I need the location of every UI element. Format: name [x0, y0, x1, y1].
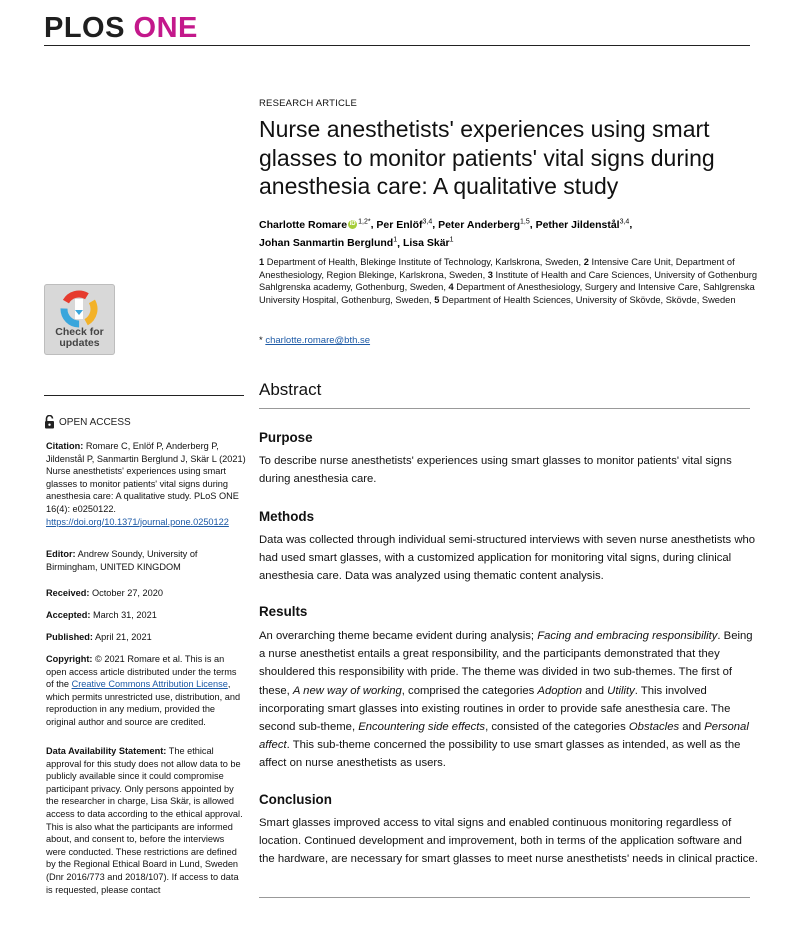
received-date: October 27, 2020: [91, 588, 163, 598]
journal-name-plos: PLOS: [44, 12, 125, 44]
crossmark-icon: [60, 290, 98, 328]
author[interactable]: Pether Jildenstål$^{3,4}$: [535, 218, 630, 231]
copyright-text-end: , which permits unrestricted use, distribution, and reproduction in any medium, provided the original author and source are credited.: [46, 679, 241, 727]
published-date: April 21, 2021: [95, 632, 152, 642]
orcid-icon[interactable]: iD: [349, 221, 356, 228]
check-updates-line1: Check for: [55, 326, 104, 338]
journal-logo[interactable]: [44, 12, 198, 45]
citation-label: Citation:: [46, 441, 84, 451]
open-access-badge: [44, 415, 131, 429]
results-text-segment: . This involved incorporating smart glasses into existing routines in order to provide safe anesthesia care. The second sub-theme,: [259, 684, 731, 734]
header-divider: [44, 45, 750, 46]
copyright-text: © 2021 Romare et al. This is an open access article distributed under the terms of the: [46, 654, 237, 690]
abstract-bottom-divider: [259, 897, 750, 898]
open-access-label: OPEN ACCESS: [59, 416, 131, 428]
methods-heading: Methods: [259, 509, 315, 524]
corresponding-email-link[interactable]: charlotte.romare@bth.se: [265, 335, 371, 346]
results-text-segment: , consisted of the categories: [485, 721, 629, 734]
author[interactable]: Per Enlöf$^{3,4}$: [376, 218, 433, 231]
accepted-date: March 31, 2021: [92, 610, 157, 620]
accepted-label: Accepted:: [46, 610, 91, 620]
results-text-segment: An overarching theme became evident during analysis;: [259, 630, 538, 642]
results-text-segment: . Being a nurse anesthetist entails a great responsibility, and the participants demonstrated that they shouldered this responsibility with pride. The theme was divided in two sub-themes. The first of these,: [259, 630, 753, 697]
abstract-divider: [259, 408, 750, 409]
results-italic-term: Adoption: [537, 684, 583, 697]
results-text-segment: . This sub-theme concerned the possibility to use smart glasses as intended, as well as the affect on nurse anesthetists as users.: [259, 739, 741, 770]
accepted-block: [46, 609, 246, 622]
published-label: Published:: [46, 632, 93, 642]
results-italic-term: Utility: [607, 684, 635, 697]
author[interactable]: Charlotte Romare iD $^{1,2*}$: [259, 218, 371, 231]
article-title: Nurse anesthetists' experiences using smart glasses to monitor patients' vital signs during anesthesia care: A qualitative study: [259, 116, 715, 199]
conclusion-text: Smart glasses improved access to vital signs and enabled continuous monitoring regardless of location. Continued development and improvement, both in terms of the application software and the hardware, are necessary for smart glasses to meet nurse anesthetists' needs in clinical practice.: [259, 817, 758, 866]
author-list: Charlotte Romare iD $^{1,2*}$, Per Enlöf$^{3,4}$, Peter Anderberg$^{1,5}$, Pether Jildenstål$^{3,4}$, Johan Sanmartin Berglund$^1$, Lisa Skär$^1$: [259, 218, 633, 249]
open-lock-icon: [44, 415, 55, 429]
check-for-updates-button[interactable]: [44, 284, 115, 355]
data-availability-label: Data Availability Statement:: [46, 746, 167, 756]
author[interactable]: Lisa Skär$^1$: [402, 236, 454, 249]
check-updates-line2: updates: [59, 337, 100, 349]
results-text-segment: , comprised the categories: [401, 684, 538, 697]
received-label: Received:: [46, 588, 90, 598]
editor-block: [46, 548, 246, 573]
journal-name-one: ONE: [133, 12, 198, 44]
results-text: [259, 627, 759, 773]
results-italic-term: Encountering side effects: [358, 721, 486, 734]
results-italic-term: A new way of working: [292, 684, 402, 697]
author[interactable]: Johan Sanmartin Berglund$^1$: [259, 236, 398, 249]
citation-doi-link[interactable]: https://doi.org/10.1371/journal.pone.0250122: [46, 516, 229, 527]
results-italic-term: Obstacles: [628, 721, 680, 734]
author[interactable]: Peter Anderberg$^{1,5}$: [438, 218, 530, 231]
affiliations: 1 Department of Health, Blekinge Institute of Technology, Karlskrona, Sweden, 2 Intensive Care Unit, Department of Anesthesiology, Region Blekinge, Karlskrona, Sweden, 3 Institute of Health and Care Sciences, University of Gothenburg Sahlgrenska academy, Gothenburg, Sweden, 4 Department of Anesthesiology, Surgery and Intensive Care, Sahlgrenska University Hospital, Gothenburg, Sweden, 5 Department of Health Sciences, University of Skövde, Skövde, Sweden: [259, 257, 758, 305]
corresponding-author: [259, 335, 370, 346]
results-text-segment: and: [582, 684, 608, 697]
license-link[interactable]: Creative Commons Attribution License: [71, 679, 228, 690]
article-type: RESEARCH ARTICLE: [259, 98, 358, 109]
results-heading: Results: [259, 604, 308, 619]
sidebar-divider: [44, 395, 244, 396]
editor-text: Andrew Soundy, University of Birmingham, UNITED KINGDOM: [46, 549, 198, 572]
data-availability-block: [46, 745, 246, 896]
results-text-segment: and: [679, 721, 705, 734]
corresponding-mark: *: [259, 335, 263, 346]
copyright-label: Copyright:: [46, 654, 93, 664]
data-availability-text: The ethical approval for this study does not allow data to be publicly available since it could compromise participant privacy. Only persons appointed by the researcher in charge, Lisa Skär, is allowed access to data according to the ethical approval. This is also what the participants are informed about, and consent to, before the interviews were conducted. These restrictions are defined by the Regional Ethical Board in Lund, Sweden (Dnr 2016/773 and 2018/107). If access to data is requested, please contact: [46, 746, 243, 895]
conclusion-heading: Conclusion: [259, 792, 332, 807]
results-italic-term: Personal affect: [259, 721, 749, 752]
citation-block: [46, 440, 246, 528]
citation-text: Romare C, Enlöf P, Anderberg P, Jildenstål P, Sanmartin Berglund J, Skär L (2021) Nurse anesthetists' experiences using smart glasses to monitor patients' vital signs during anesthesia care: A qualitative study. PLoS ONE 16(4): e0250122.: [46, 441, 246, 514]
purpose-text: To describe nurse anesthetists' experiences using smart glasses to monitor patients' vital signs during anesthesia care.: [259, 455, 732, 486]
purpose-heading: Purpose: [259, 430, 313, 445]
published-block: [46, 631, 246, 644]
received-block: [46, 587, 246, 600]
results-italic-term: Facing and embracing responsibility: [537, 630, 718, 642]
abstract-heading: Abstract: [259, 380, 322, 399]
editor-label: Editor:: [46, 549, 76, 559]
copyright-block: [46, 653, 246, 729]
methods-text: Data was collected through individual semi-structured interviews with seven nurse anesthetists who had used smart glasses, with a customized application for monitoring vital signs, during clinical anesthesia care. Data was analyzed using thematic content analysis.: [259, 534, 756, 583]
